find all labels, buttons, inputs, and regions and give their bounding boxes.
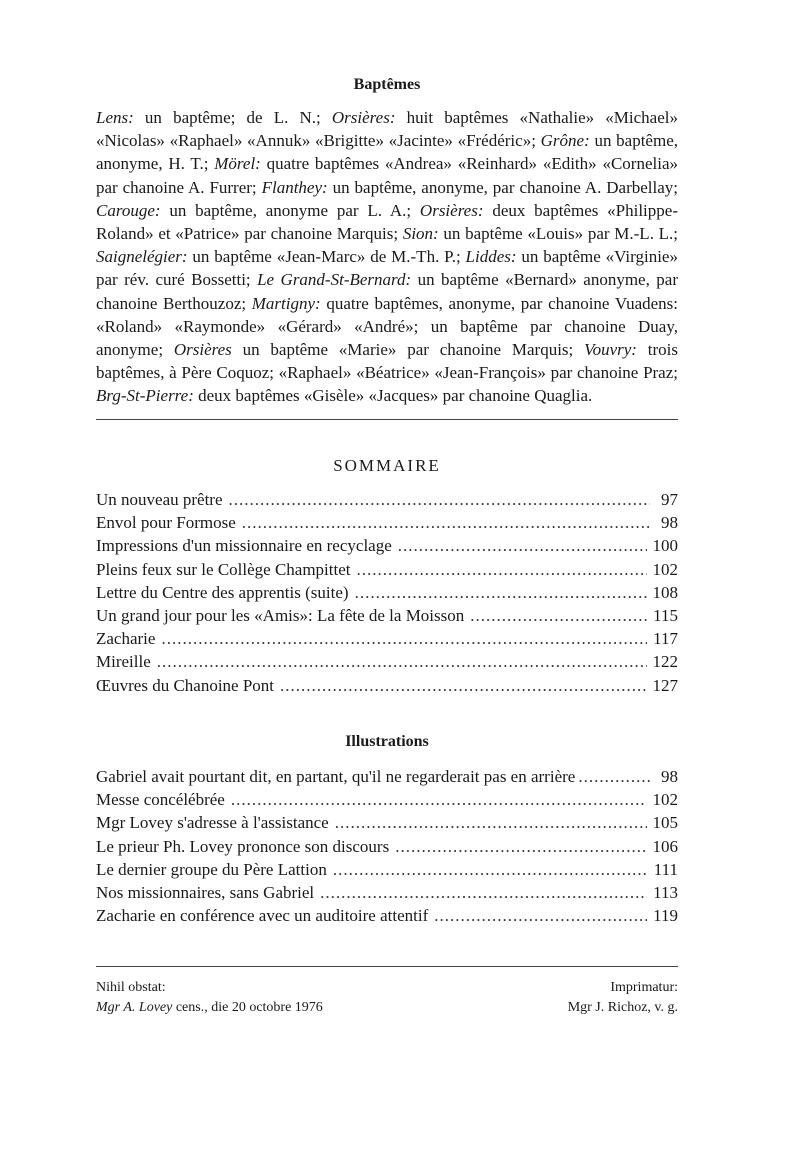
dot-leader <box>161 627 647 650</box>
paragraph-text: un baptême, anonyme par L. A.; <box>160 200 420 220</box>
censor-name: Mgr A. Lovey <box>96 1000 173 1015</box>
sommaire-heading: SOMMAIRE <box>333 456 441 475</box>
entry-page-number: 113 <box>653 882 678 902</box>
paragraph-text: un baptême «Louis» par M.-L. L.; <box>438 224 679 244</box>
entry-page-number: 115 <box>653 605 678 625</box>
sommaire-entry <box>96 534 678 557</box>
place-name: Lens: <box>96 108 134 127</box>
entry-page-number: 117 <box>653 629 678 649</box>
place-name: Flanthey: <box>261 177 328 197</box>
paragraph-text: un baptême «Marie» par chanoine Marquis; <box>231 340 585 360</box>
entry-title: Zacharie <box>96 629 156 649</box>
place-name: Mörel: <box>214 154 261 174</box>
place-name: Vouvry: <box>584 340 637 360</box>
paragraph-text: quatre baptêmes «Andrea» «Reinhard» «Edith» «Cornelia» par chanoine A. Furrer; <box>96 154 678 197</box>
place-name: Orsières: <box>331 108 396 127</box>
entry-page-number: 97 <box>661 490 678 509</box>
entry-title: Le dernier groupe du Père Lattion <box>96 859 327 879</box>
entry-title: Mgr Lovey s'adresse à l'assistance <box>96 813 329 833</box>
place-name: Orsières: <box>419 200 484 220</box>
divider-rule <box>96 419 678 420</box>
place-name: Sion: <box>402 224 439 244</box>
baptemes-paragraph <box>96 106 678 408</box>
dot-leader <box>320 881 647 904</box>
dot-leader <box>470 604 647 627</box>
dot-leader <box>398 534 647 557</box>
entry-page-number: 119 <box>653 906 678 926</box>
paragraph-text: un baptême «Bernard» anonyme, par chanoine Berthouzoz; <box>96 270 678 313</box>
dot-leader <box>229 488 650 511</box>
entry-page-number: 98 <box>661 513 678 533</box>
entry-page-number: 127 <box>652 675 678 695</box>
paragraph-text: deux baptêmes «Gisèle» «Jacques» par chanoine Quaglia. <box>193 386 593 406</box>
entry-page-number: 108 <box>652 582 678 602</box>
entry-title: Un nouveau prêtre <box>96 490 223 509</box>
paragraph-text: quatre baptêmes, anonyme, par chanoine Vuadens: «Roland» «Raymonde» «Gérard» «André»; un baptême par chanoine Duay, anonyme; <box>96 293 678 360</box>
place-name: Grône: <box>540 131 590 151</box>
imprimatur-label: Imprimatur: <box>610 980 678 995</box>
paragraph-text: un baptême «Jean-Marc» de M.-Th. P.; <box>187 247 466 267</box>
entry-title: Gabriel avait pourtant dit, en partant, qu'il ne regarderait pas en arrière <box>96 767 576 786</box>
footer-divider-rule <box>96 966 678 967</box>
entry-title: Pleins feux sur le Collège Champittet <box>96 559 351 579</box>
entry-page-number: 111 <box>653 859 678 879</box>
paragraph-text: deux baptêmes «Philippe-Roland» et «Patrice» par chanoine Marquis; <box>96 200 678 244</box>
entry-title: Un grand jour pour les «Amis»: La fête de la Moisson <box>96 605 465 625</box>
paragraph-text: un baptême, anonyme, par chanoine A. Darbellay; <box>327 177 678 197</box>
paragraph-text: un baptême; de L. N.; <box>133 108 332 127</box>
entry-title: Impressions d'un missionnaire en recyclage <box>96 536 392 556</box>
paragraph-text: un baptême «Virginie» par rév. curé Bossetti; <box>96 247 678 290</box>
place-name: Orsières <box>173 340 232 360</box>
entry-title: Nos missionnaires, sans Gabriel <box>96 882 315 902</box>
entry-title: Œuvres du Chanoine Pont <box>96 675 275 695</box>
sommaire-entry <box>96 674 678 697</box>
illustrations-heading: Illustrations <box>345 733 429 750</box>
illustration-entry <box>96 858 678 881</box>
censor-line <box>96 998 323 1018</box>
illustration-entry <box>96 835 678 858</box>
illustration-entry <box>96 904 678 927</box>
place-name: Martigny: <box>251 293 321 313</box>
entry-title: Lettre du Centre des apprentis (suite) <box>96 582 349 602</box>
sommaire-entry <box>96 558 678 581</box>
sommaire-entry <box>96 581 678 604</box>
sommaire-list <box>96 488 678 697</box>
dot-leader <box>434 904 647 927</box>
place-name: Liddes: <box>465 247 517 267</box>
nihil-obstat-block <box>96 978 323 1018</box>
dot-leader <box>335 811 647 834</box>
paragraph-text: huit baptêmes «Nathalie» «Michael» «Nicolas» «Raphael» «Annuk» «Brigitte» «Jacinte» «Frédéric»; <box>96 108 678 151</box>
imprimatur-block <box>568 978 678 1018</box>
nihil-obstat-label: Nihil obstat: <box>96 980 166 995</box>
dot-leader <box>242 511 650 534</box>
entry-page-number: 100 <box>652 536 678 556</box>
dot-leader <box>231 788 647 811</box>
illustration-entry <box>96 811 678 834</box>
sommaire-entry <box>96 627 678 650</box>
illustration-entry <box>96 788 678 811</box>
entry-title: Le prieur Ph. Lovey prononce son discours <box>96 836 390 856</box>
place-name: Brg-St-Pierre: <box>96 386 194 406</box>
entry-page-number: 122 <box>652 652 678 672</box>
place-name: Le Grand-St-Bernard: <box>257 270 412 290</box>
paragraph-text: un baptême, anonyme, H. T.; <box>96 131 678 174</box>
entry-page-number: 102 <box>652 559 678 579</box>
dot-leader <box>395 835 646 858</box>
entry-page-number: 105 <box>652 813 678 833</box>
baptemes-heading: Baptêmes <box>353 76 421 93</box>
entry-page-number: 106 <box>652 836 678 856</box>
censor-detail: cens., die 20 octobre 1976 <box>172 1000 323 1015</box>
dot-leader <box>280 674 646 697</box>
dot-leader <box>578 765 653 788</box>
entry-title: Zacharie en conférence avec un auditoire attentif <box>96 906 429 926</box>
sommaire-entry <box>96 488 678 511</box>
paragraph-text: trois baptêmes, à Père Coquoz; «Raphael» «Béatrice» «Jean-François» par chanoine Praz; <box>96 340 679 383</box>
sommaire-entry <box>96 604 678 627</box>
illustration-entry <box>96 765 678 788</box>
place-name: Saignelégier: <box>96 247 188 267</box>
place-name: Carouge: <box>96 200 161 220</box>
entry-page-number: 98 <box>661 767 678 786</box>
illustration-entry <box>96 881 678 904</box>
illustrations-list <box>96 765 678 927</box>
imprimatur-name: Mgr J. Richoz, v. g. <box>567 1000 678 1015</box>
entry-page-number: 102 <box>652 790 678 810</box>
dot-leader <box>333 858 648 881</box>
entry-title: Envol pour Formose <box>96 513 236 533</box>
dot-leader <box>357 558 647 581</box>
entry-title: Messe concélébrée <box>96 790 225 810</box>
entry-title: Mireille <box>96 652 151 672</box>
dot-leader <box>157 650 647 673</box>
dot-leader <box>355 581 647 604</box>
sommaire-entry <box>96 650 678 673</box>
sommaire-entry <box>96 511 678 534</box>
